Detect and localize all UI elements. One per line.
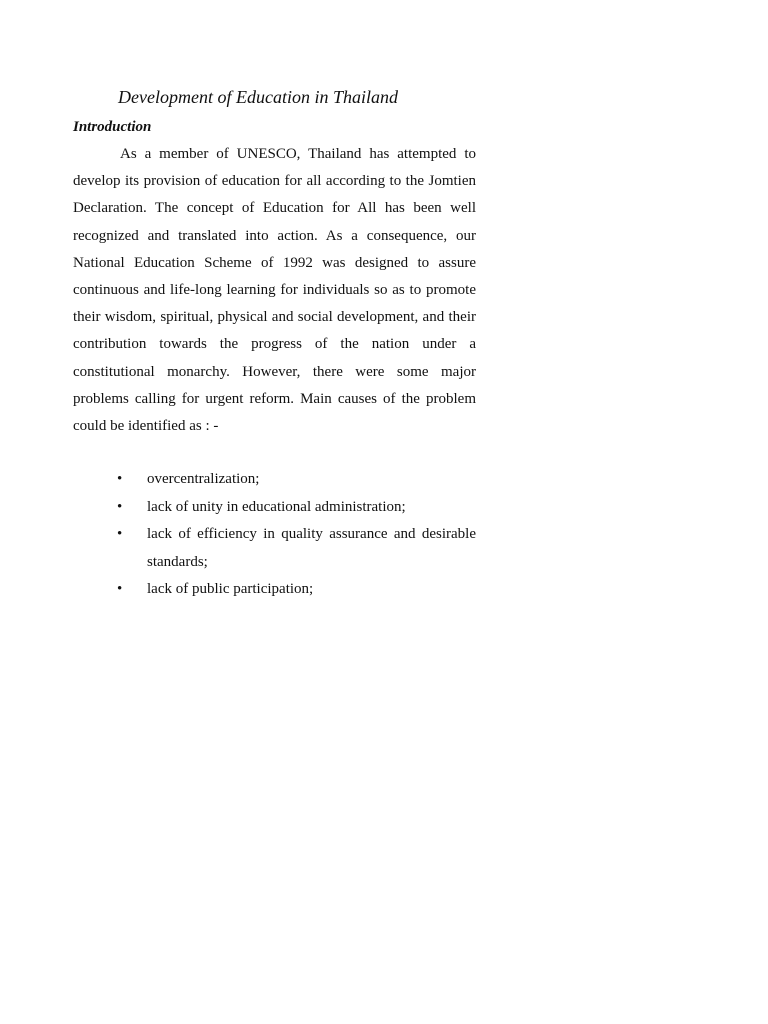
- list-item-text: lack of unity in educational administration;: [147, 498, 406, 515]
- section-heading: Introduction: [73, 119, 152, 135]
- list-item: [73, 466, 476, 494]
- bullet-icon: •: [117, 498, 123, 515]
- document-title: Development of Education in Thailand: [118, 87, 398, 107]
- list-item: [73, 494, 476, 522]
- list-item-text: lack of efficiency in quality assurance and desirable standards;: [147, 526, 476, 570]
- list-item: [73, 576, 476, 604]
- problem-causes-list: [73, 466, 476, 604]
- intro-paragraph: As a member of UNESCO, Thailand has attempted to develop its provision of education for all according to the Jomtien Declaration. The concept of Education for All has been well recognized and translated into action. As a consequence, our National Education Scheme of 1992 was designed to assure continuous and life-long learning for individuals so as to promote their wisdom, spiritual, physical and social development, and their contribution towards the progress of the nation under a constitutional monarchy. However, there were some major problems calling for urgent reform. Main causes of the problem could be identified as : -: [73, 146, 476, 435]
- bullet-icon: •: [117, 581, 123, 597]
- list-item-text: overcentralization;: [147, 471, 260, 487]
- bullet-icon: •: [117, 471, 123, 487]
- bullet-icon: •: [117, 526, 123, 542]
- list-item-text: lack of public participation;: [147, 581, 314, 597]
- list-item: [73, 521, 476, 576]
